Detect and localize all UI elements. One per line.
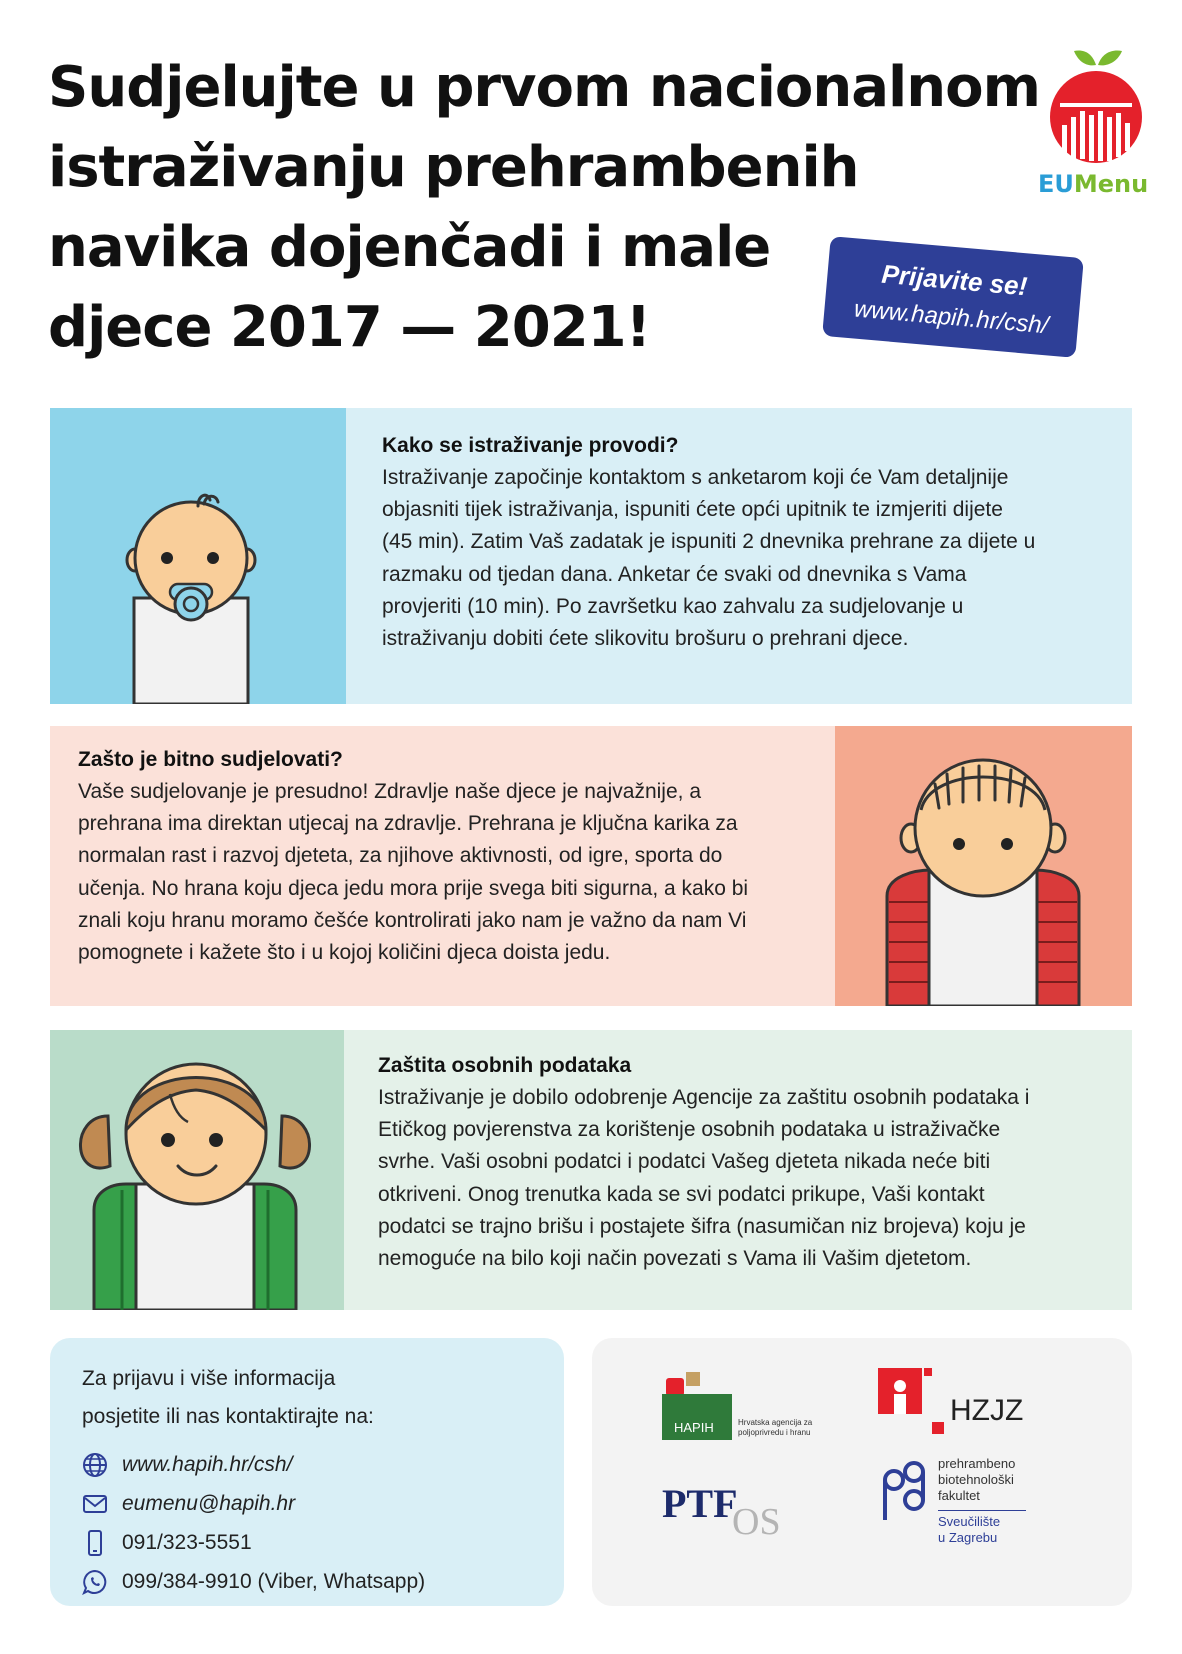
section-body (78, 744, 818, 969)
body-line: učenja. No hrana koju djeca jedu mora prije svega biti sigurna, a kako bi (78, 876, 749, 900)
body-line: Vaše sudjelovanje je presudno! Zdravlje naše djece je najvažnije, a (78, 780, 701, 803)
body-line: znali koju hranu moramo češće kontrolirati jako nam je važno da nam Vi (78, 908, 747, 932)
section-heading: Kako se istraživanje provodi? (382, 434, 679, 457)
pbf-name-line: biotehnološki (938, 1472, 1014, 1487)
email-icon (82, 1491, 108, 1517)
contact-intro (82, 1360, 542, 1436)
phone-number[interactable]: 091/323-5551 (122, 1531, 252, 1554)
pbf-name (938, 1456, 1015, 1504)
pbf-university-line: Sveučilište (938, 1514, 1001, 1529)
hapih-name (738, 1418, 834, 1438)
register-badge[interactable] (822, 236, 1084, 358)
body-line: Etičkog povjerenstva za korištenje osobnih podataka u istraživačke (378, 1118, 1001, 1142)
body-line: prehrana ima direktan utjecaj na zdravlje. Prehrana je ključna karika za (78, 812, 738, 836)
email-link[interactable]: eumenu@hapih.hr (122, 1492, 296, 1515)
illustration-panel (835, 726, 1132, 1006)
logo-suffix: Menu (1073, 170, 1149, 198)
body-line: Istraživanje započinje kontaktom s anketarom koji će Vam detaljnije (382, 466, 1009, 489)
body-line: razmaku od tjedan dana. Anketar će svaki od dnevnika s Vama (382, 562, 967, 586)
contact-phone[interactable] (82, 1528, 252, 1558)
title-line: istraživanju prehrambenih (48, 135, 859, 200)
hapih-name-line: poljoprivredu i hranu (738, 1428, 811, 1437)
body-line: pomognete i kažete što i u kojoj količini djeca doista jedu. (78, 941, 611, 965)
hzjz-logo-mark (878, 1368, 948, 1438)
contact-intro-line: Za prijavu i više informacija (82, 1367, 336, 1390)
hapih-name-line: Hrvatska agencija za (738, 1418, 813, 1427)
text-panel (346, 408, 1132, 704)
hzjz-abbr: HZJZ (950, 1394, 1024, 1427)
website-link[interactable]: www.hapih.hr/csh/ (122, 1453, 293, 1476)
ptf-logo (662, 1466, 822, 1556)
body-line: otkriveni. Onog trenutka kada se svi podatci prikupe, Vaši kontakt (378, 1182, 985, 1206)
body-line: podatci se trajno brišu i postajete šifra (nasumičan niz brojeva) koju je (378, 1214, 1026, 1238)
section-heading: Zašto je bitno sudjelovati? (78, 748, 343, 771)
text-panel (344, 1030, 1132, 1310)
hapih-logo-mark (662, 1368, 742, 1448)
body-line: nemoguće na bilo koji način povezati s Vama ili Vašim djetetom. (378, 1247, 972, 1271)
body-line: normalan rast i razvoj djeteta, za njihove aktivnosti, od igre, sporta do (78, 844, 723, 868)
ptf-os-mark: OS (732, 1501, 781, 1543)
baby-with-pacifier-icon (50, 408, 346, 704)
toddler-boy-icon (835, 726, 1132, 1006)
globe-icon (82, 1452, 108, 1478)
illustration-panel (50, 1030, 344, 1310)
section-body (378, 1050, 1118, 1275)
eumenu-logo-text (1038, 170, 1148, 198)
body-line: Istraživanje je dobilo odobrenje Agencije za zaštitu osobnih podataka i (378, 1086, 1030, 1109)
hapih-abbr: HAPIH (674, 1420, 714, 1435)
section-why (50, 726, 1132, 1006)
body-line: svrhe. Vaši osobni podatci i podatci Vašeg djeteta nikada neće biti (378, 1150, 991, 1174)
contact-intro-line: posjetite ili nas kontaktirajte na: (82, 1405, 374, 1428)
section-heading: Zaštita osobnih podataka (378, 1054, 632, 1077)
phone-icon (82, 1530, 108, 1556)
ptf-abbr: PTF (662, 1481, 738, 1526)
body-line: objasniti tijek istraživanja, ispuniti ćete opći upitnik te izmjeriti dijete (382, 498, 1003, 522)
body-line: provjeriti (10 min). Po završetku kao zahvalu za sudjelovanje u (382, 594, 964, 618)
partners-box (592, 1338, 1132, 1606)
whatsapp-icon (82, 1569, 108, 1595)
contact-website[interactable] (82, 1450, 292, 1480)
register-url[interactable]: www.hapih.hr/csh/ (853, 295, 1050, 340)
illustration-panel (50, 408, 346, 704)
logo-prefix: EU (1038, 170, 1074, 198)
hapih-logo (662, 1368, 832, 1448)
register-heading: Prijavite se! (880, 258, 1029, 302)
title-line: Sudjelujte u prvom nacionalnom (48, 55, 1040, 120)
contact-email[interactable] (82, 1489, 295, 1519)
pbf-name-line: fakultet (938, 1488, 980, 1503)
contact-whatsapp[interactable] (82, 1567, 425, 1597)
title-line: djece 2017 — 2021! (48, 295, 651, 360)
pbf-university (938, 1514, 1000, 1546)
contact-box (50, 1338, 564, 1606)
whatsapp-number[interactable]: 099/384-9910 (Viber, Whatsapp) (122, 1570, 426, 1593)
title-line: navika dojenčadi i male (48, 215, 771, 280)
body-line: (45 min). Zatim Vaš zadatak je ispuniti 2 dnevnika prehrane za dijete u (382, 530, 1036, 554)
pbf-logo (882, 1456, 1052, 1576)
body-line: istraživanju dobiti ćete slikovitu brošuru o prehrani djece. (382, 627, 909, 651)
section-body (382, 430, 1102, 655)
hzjz-logo (878, 1368, 1038, 1438)
pbf-university-line: u Zagrebu (938, 1530, 998, 1545)
pbf-divider (938, 1510, 1026, 1511)
girl-with-pigtails-icon (50, 1030, 344, 1310)
pbf-logo-mark (882, 1460, 928, 1530)
section-privacy (50, 1030, 1132, 1310)
section-how (50, 408, 1132, 704)
text-panel (50, 726, 835, 1006)
pbf-name-line: prehrambeno (938, 1456, 1016, 1471)
